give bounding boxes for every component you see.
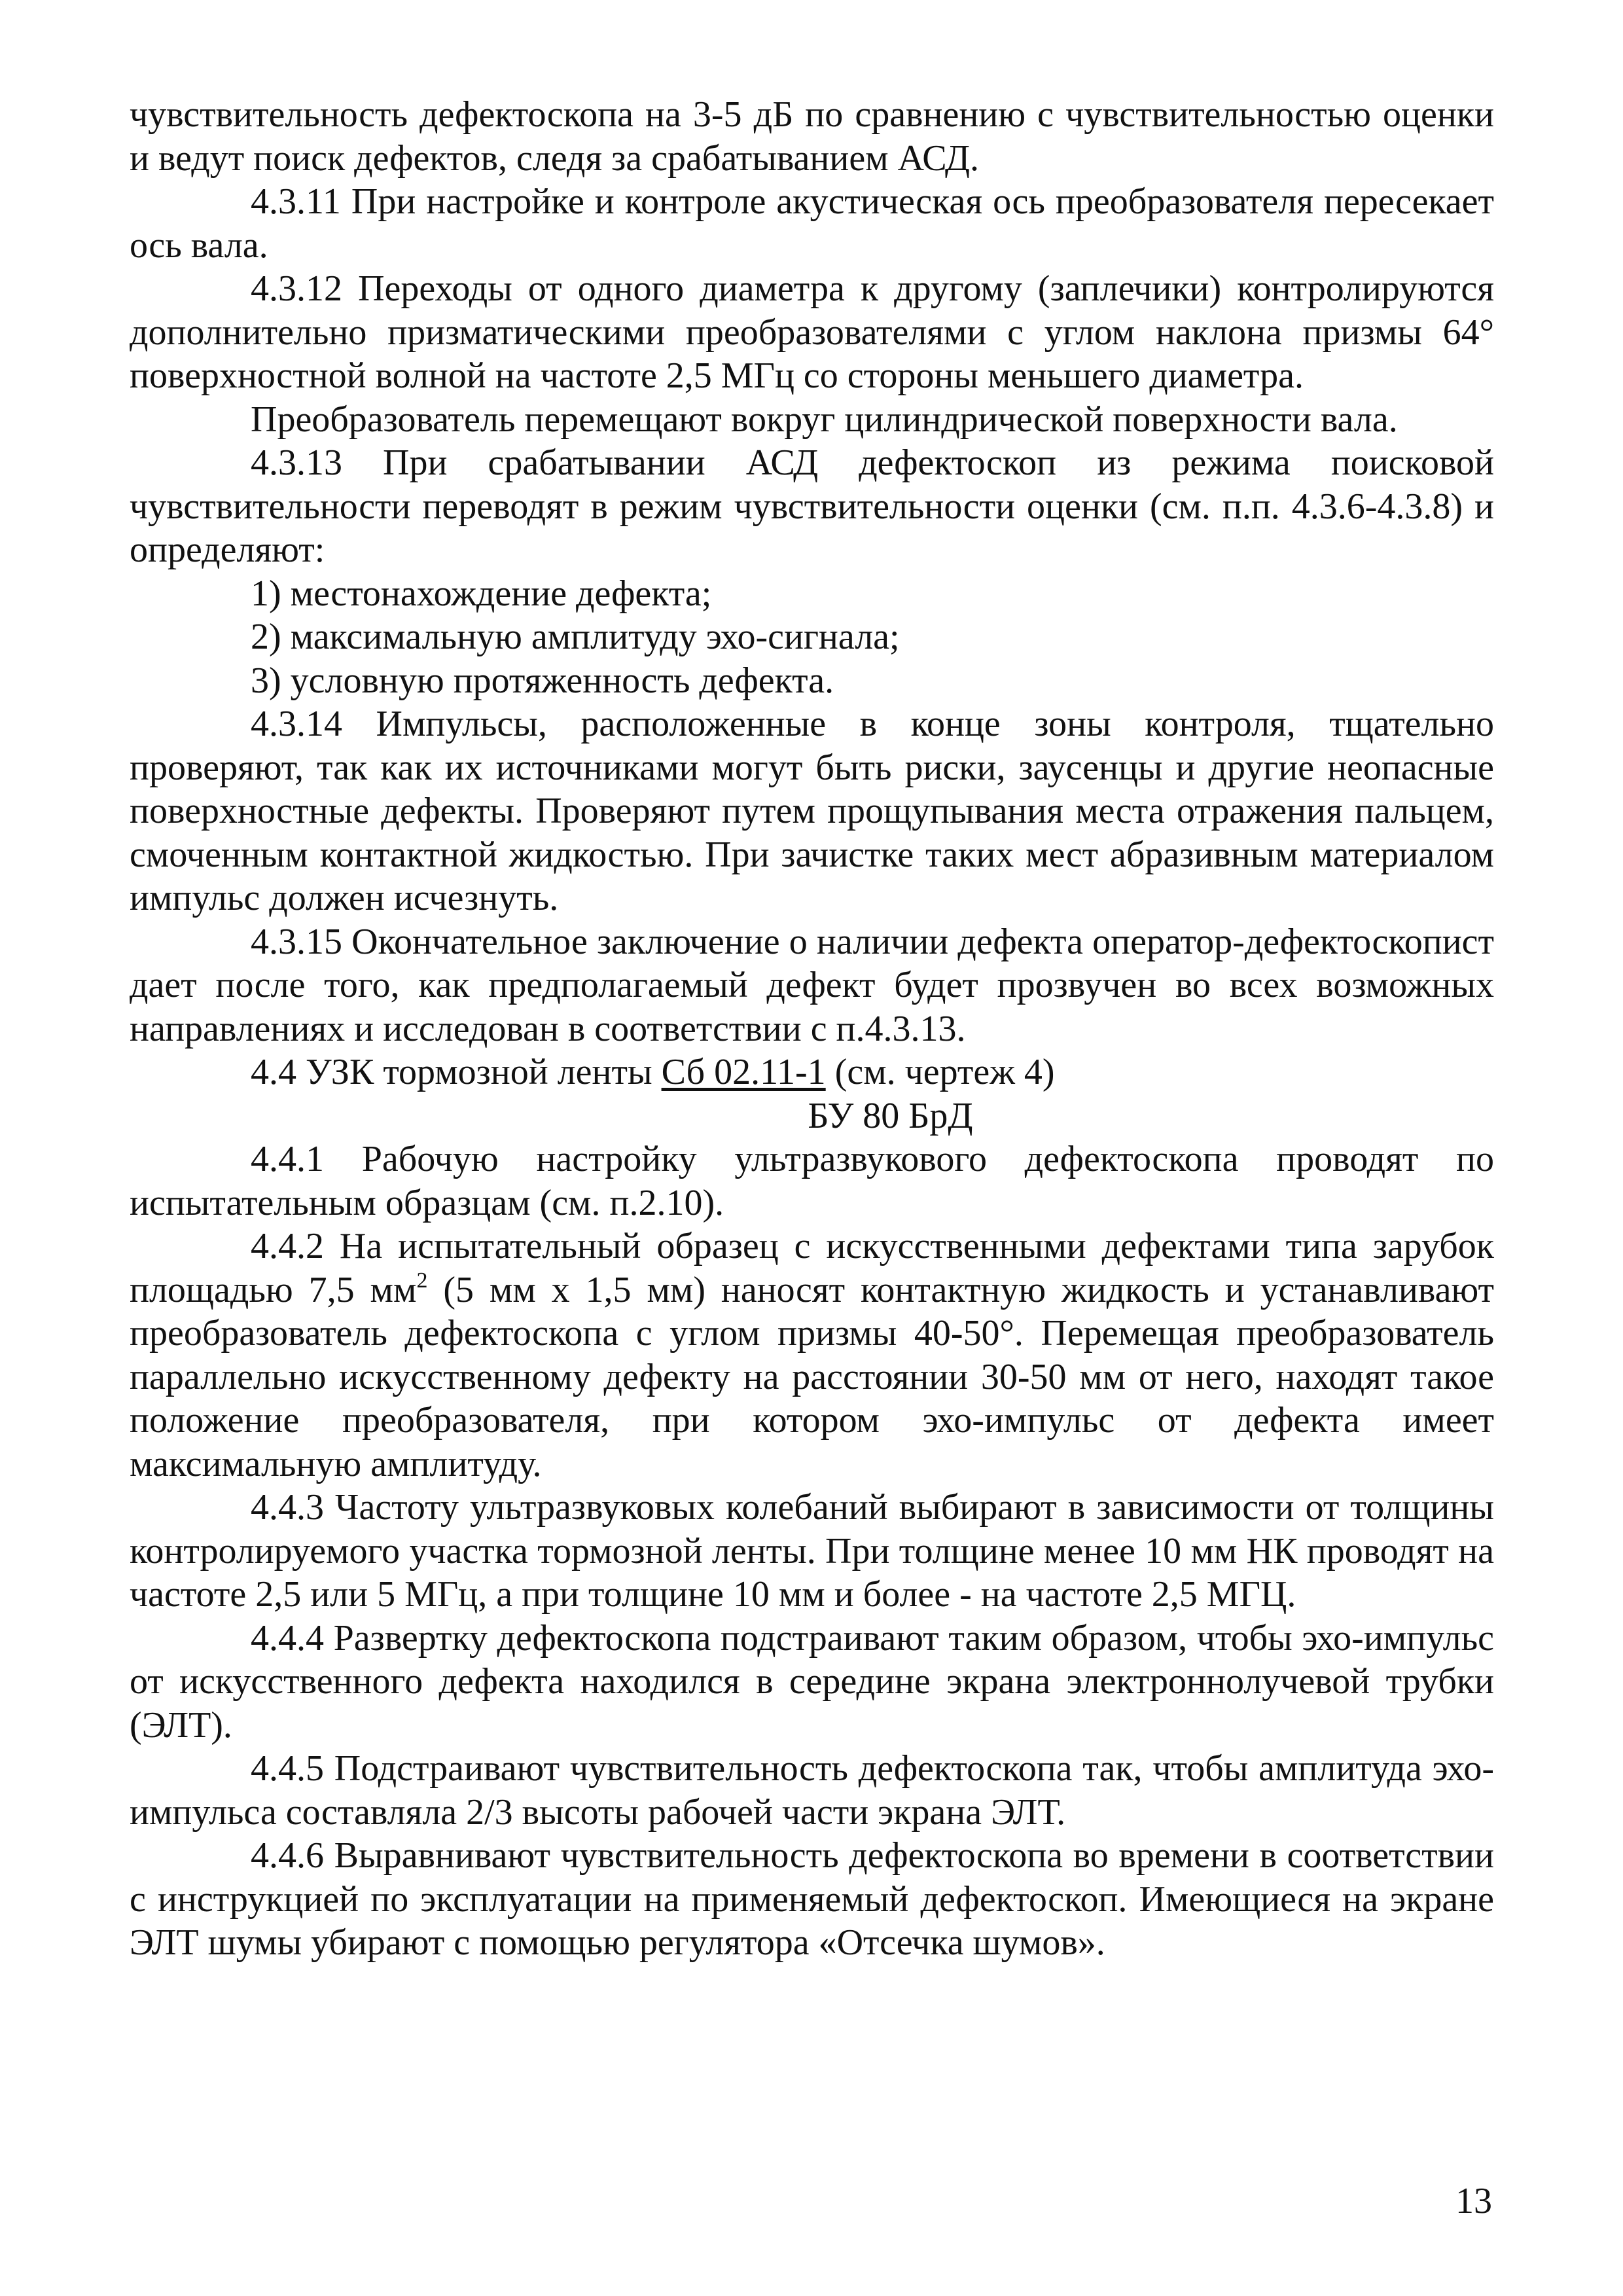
paragraph-4-4-2 bbox=[130, 1225, 1494, 1486]
section-title-suffix: (см. чертеж 4) bbox=[834, 1052, 1055, 1092]
list-item-2: 2) максимальную амплитуду эхо-сигнала; bbox=[251, 617, 900, 657]
section-title-prefix: 4.4 УЗК тормозной ленты bbox=[251, 1052, 652, 1092]
paragraph-4-3-14: 4.3.14 Импульсы, расположенные в конце зоны контроля, тщательно проверяют, так как их источниками могут быть риски, заусенцы и другие неопасные поверхностные дефекты. Проверяют путем прощупывания места отражения пальцем, смоченным контактной жидкостью. При зачистке таких мест абразивным материалом импульс должен исчезнуть. bbox=[130, 704, 1494, 918]
paragraph-4-3-11: 4.3.11 При настройке и контроле акустическая ось преобразователя пересекает ось вала. bbox=[130, 181, 1494, 266]
paragraph-4-4-2-part2: (5 мм х 1,5 мм) наносят контактную жидкость и устанавливают преобразователь дефектоскопа с углом призмы 40-50°. Перемещая преобразователь параллельно искусственному дефекту на расстоянии 30-50 мм от него, находят такое положение преобразователя, при котором эхо-импульс от дефекта имеет максимальную амплитуду. bbox=[130, 1269, 1495, 1484]
section-title-code: Сб 02.11-1 bbox=[661, 1052, 826, 1092]
paragraph-4-4-1: 4.4.1 Рабочую настройку ультразвукового дефектоскопа проводят по испытательным образцам (см. п.2.10). bbox=[130, 1139, 1494, 1223]
section-4-4-heading bbox=[130, 1050, 1494, 1094]
page-number: 13 bbox=[1455, 2181, 1492, 2221]
paragraph-4-4-2-part1: 4.4.2 На испытательный образец с искусственными дефектами типа зарубок площадью 7,5 мм bbox=[130, 1226, 1494, 1310]
paragraph-continuation: чувствительность дефектоскопа на 3-5 дБ по сравнению с чувствительностью оценки и ведут поиск дефектов, следя за срабатыванием АСД. bbox=[130, 94, 1494, 179]
document-page bbox=[130, 93, 1494, 1965]
paragraph-4-4-3: 4.4.3 Частоту ультразвуковых колебаний выбирают в зависимости от толщины контролируемого участка тормозной ленты. При толщине менее 10 мм НК проводят на частоте 2,5 или 5 МГц, а при толщине 10 мм и более - на частоте 2,5 МГЦ. bbox=[130, 1487, 1494, 1615]
paragraph-4-4-4: 4.4.4 Развертку дефектоскопа подстраивают таким образом, чтобы эхо-импульс от искусственного дефекта находился в середине экрана электроннолучевой трубки (ЭЛТ). bbox=[130, 1617, 1494, 1746]
paragraph-4-3-12-note: Преобразователь перемещают вокруг цилиндрической поверхности вала. bbox=[251, 399, 1398, 440]
list-item-3: 3) условную протяженность дефекта. bbox=[251, 660, 834, 701]
square-superscript: 2 bbox=[416, 1268, 428, 1293]
paragraph-4-3-12: 4.3.12 Переходы от одного диаметра к другому (заплечики) контролируются дополнительно призматическими преобразователями с углом наклона призмы 64° поверхностной волной на частоте 2,5 МГц со стороны меньшего диаметра. bbox=[130, 268, 1494, 396]
paragraph-4-4-6: 4.4.6 Выравнивают чувствительность дефектоскопа во времени в соответствии с инструкцией по эксплуатации на применяемый дефектоскоп. Имеющиеся на экране ЭЛТ шумы убирают с помощью регулятора «Отсечка шумов». bbox=[130, 1835, 1494, 1963]
paragraph-4-3-13: 4.3.13 При срабатывании АСД дефектоскоп из режима поисковой чувствительности переводят в режим чувствительности оценки (см. п.п. 4.3.6-4.3.8) и определяют: bbox=[130, 442, 1494, 570]
paragraph-4-3-15: 4.3.15 Окончательное заключение о наличии дефекта оператор-дефектоскопист дает после того, как предполагаемый дефект будет прозвучен во всех возможных направлениях и исследован в соответствии с п.4.3.13. bbox=[130, 921, 1494, 1049]
paragraph-4-4-5: 4.4.5 Подстраивают чувствительность дефектоскопа так, чтобы амплитуда эхо-импульса составляла 2/3 высоты рабочей части экрана ЭЛТ. bbox=[130, 1748, 1494, 1833]
list-item-1: 1) местонахождение дефекта; bbox=[251, 573, 712, 614]
section-subtitle: БУ 80 БрД bbox=[808, 1095, 973, 1136]
